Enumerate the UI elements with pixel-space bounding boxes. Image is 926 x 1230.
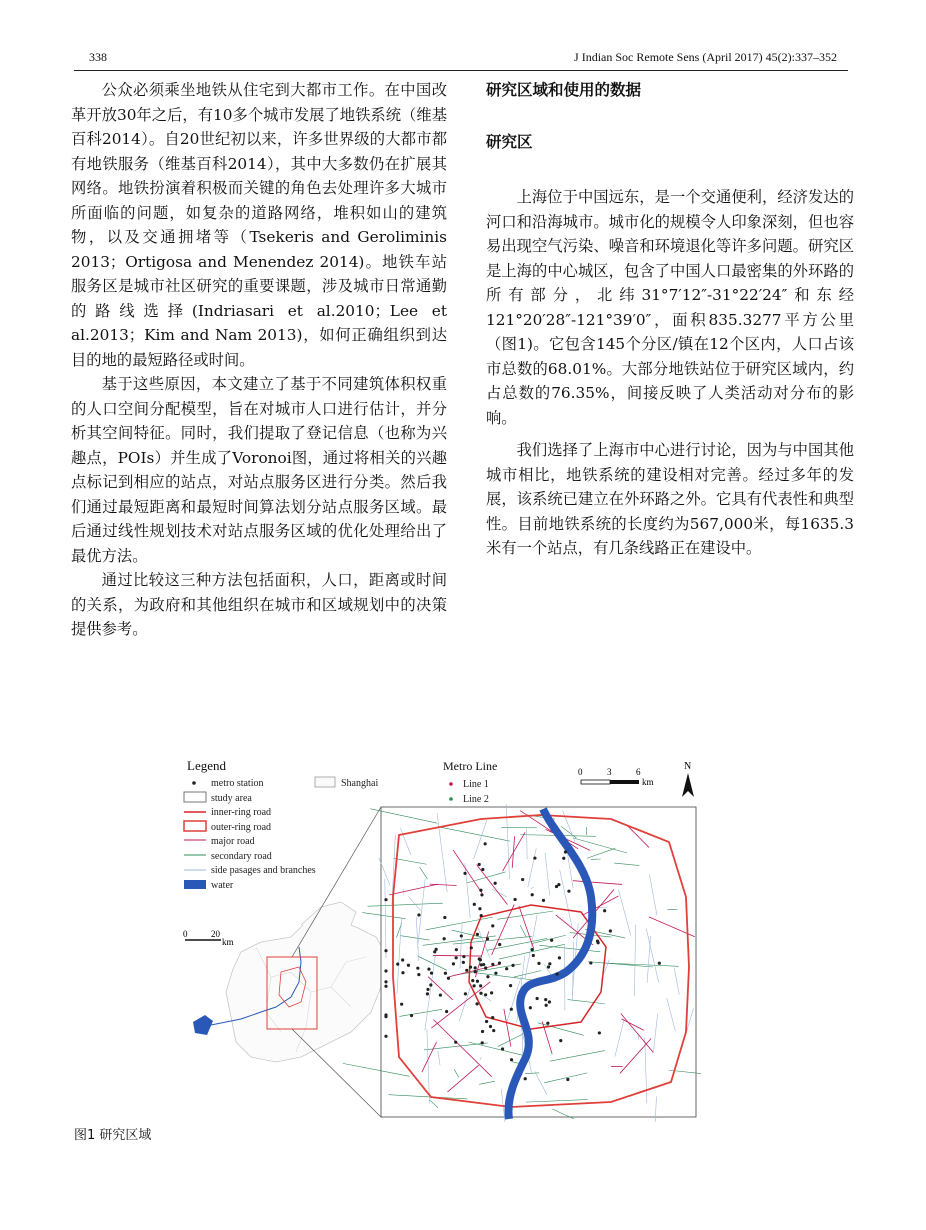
metro-station — [597, 941, 600, 944]
metro-station — [533, 856, 536, 859]
metro-station — [455, 948, 458, 951]
metro-station — [417, 973, 420, 976]
metro-station — [491, 1016, 494, 1019]
metro-station — [490, 991, 493, 994]
metro-station — [452, 962, 455, 965]
metro-line2-label: Line 2 — [463, 794, 489, 805]
metro-station — [384, 1035, 387, 1038]
metro-station — [400, 1003, 403, 1006]
svg-text:20: 20 — [211, 929, 220, 939]
metro-station — [598, 1031, 601, 1034]
metro-station — [476, 1002, 479, 1005]
metro-station — [474, 966, 477, 969]
metro-station — [480, 963, 483, 966]
metro-station — [479, 984, 482, 987]
metro-station — [505, 967, 508, 970]
legend-station-symbol — [192, 781, 196, 785]
metro-station — [470, 946, 473, 949]
subsection-title: 研究区 — [486, 133, 533, 151]
metro-station — [494, 972, 497, 975]
metro-station — [455, 956, 458, 959]
metro-station — [548, 1000, 551, 1003]
metro-line1-label: Line 1 — [463, 779, 489, 790]
metro-line1-symbol — [449, 782, 453, 786]
metro-station — [469, 965, 472, 968]
metro-station — [486, 937, 489, 940]
legend-label: metro station — [211, 778, 264, 789]
metro-station — [491, 963, 494, 966]
metro-station — [426, 988, 429, 991]
metro-station — [462, 961, 465, 964]
metro-station — [489, 1025, 492, 1028]
metro-station — [427, 968, 430, 971]
north-arrow-icon — [682, 761, 694, 797]
metro-station — [426, 992, 429, 995]
svg-text:N: N — [684, 761, 692, 772]
metro-station — [531, 948, 534, 951]
metro-station — [435, 948, 438, 951]
metro-station — [410, 1014, 413, 1017]
left-column — [71, 78, 447, 642]
paragraph: 上海位于中国远东，是一个交通便利，经济发达的河口和沿海城市。城市化的规模令人印象深刻，但也容易出现空气污染、噪音和环境退化等许多问题。研究区是上海的中心城区，包含了中国人口最密集的外环路的所有部分，北纬31°7′12″-31°22′24″和东经121°20′28″-121°39′0″，面积835.3277平方公里（图1)。它包含145个分区/镇在12个区内，人口占该市总数的68.01%。大部分地铁站位于研究区域内，约占总数的76.35%，间接反映了人类活动对分布的影响。 — [486, 188, 854, 427]
metro-station — [479, 889, 482, 892]
metro-line2-symbol — [449, 797, 453, 801]
metro-station — [479, 992, 482, 995]
metro-station — [454, 1041, 457, 1044]
legend-study-area-symbol — [184, 792, 206, 802]
metro-station — [384, 1015, 387, 1018]
metro-station — [463, 872, 466, 875]
study-area-map-figure — [181, 757, 701, 1122]
metro-station — [559, 1039, 562, 1042]
metro-station — [474, 970, 477, 973]
metro-station — [476, 980, 479, 983]
svg-text:6: 6 — [636, 767, 641, 777]
legend-label: side pasages and branches — [211, 865, 316, 876]
metro-station — [531, 893, 534, 896]
metro-station — [510, 1008, 513, 1011]
metro-station — [384, 969, 387, 972]
metro-station — [521, 878, 524, 881]
svg-text:3: 3 — [607, 767, 612, 777]
metro-station — [546, 1022, 549, 1025]
metro-station — [556, 973, 559, 976]
scale-bar-small — [578, 767, 654, 787]
metro-station — [473, 903, 476, 906]
metro-station — [443, 916, 446, 919]
legend-shanghai-label: Shanghai — [341, 778, 379, 789]
legend-outer-ring-symbol — [184, 821, 206, 831]
metro-station — [567, 890, 570, 893]
paragraph: 基于这些原因，本文建立了基于不同建筑体积权重的人口空间分配模型，旨在对城市人口进行估计，并分析其空间特征。同时，我们提取了登记信息（也称为兴趣点，POIs）并生成了Voronoi图，通过将相关的兴趣点标记到相应的站点，对站点服务区进行分类。然后我们通过最短距离和最短时间算法划分站点服务区域。最后通过线性规划技术对站点服务区域的优化处理给出了最优方法。 — [71, 375, 447, 565]
metro-station — [492, 1029, 495, 1032]
metro-station — [491, 924, 494, 927]
legend-water-symbol — [184, 880, 206, 889]
metro-station — [396, 963, 399, 966]
metro-station — [566, 1078, 569, 1081]
metro-station — [524, 1077, 527, 1080]
paragraph: 通过比较这三种方法包括面积，人口，距离或时间的关系，为政府和其他组织在城市和区域规划中的决策提供参考。 — [71, 571, 447, 638]
metro-station — [589, 961, 592, 964]
metro-station — [484, 842, 487, 845]
page-number: 338 — [89, 50, 107, 64]
svg-text:0: 0 — [578, 767, 583, 777]
metro-station — [476, 933, 479, 936]
metro-station — [481, 868, 484, 871]
legend-label: inner-ring road — [211, 807, 272, 818]
section-title: 研究区域和使用的数据 — [486, 81, 642, 99]
metro-station — [544, 998, 547, 1001]
metro-station — [416, 967, 419, 970]
legend-label: water — [211, 880, 234, 891]
metro-station — [537, 962, 540, 965]
metro-station — [384, 980, 387, 983]
metro-station — [550, 939, 553, 942]
paragraph: 公众必须乘坐地铁从住宅到大都市工作。在中国改革开放30年之后，有10多个城市发展了地铁系统（维基百科2014）。自20世纪初以来，许多世界级的大都市都有地铁服务（维基百科2014），其中大多数仍在扩展其网络。地铁扮演着积极而关键的角色去处理许多大城市所面临的问题，如复杂的道路网络，堆积如山的建筑物，以及交通拥堵等（Tsekeris and Geroliminis 2013；Ortigosa and Menendez 2014)。地铁车站服务区是城市社区研究的重要课题，涉及城市日常通勤的路线选择(Indriasari et al.2010；Lee et al.2013；Kim and Nam 2013)，如何正确组织到达目的地的最短路径或时间。 — [71, 81, 447, 369]
metro-station — [529, 1006, 532, 1009]
metro-station — [498, 943, 501, 946]
metro-station — [480, 893, 483, 896]
paragraph: 我们选择了上海市中心进行讨论，因为与中国其他城市相比，地铁系统的建设相对完善。经过多年的发展，该系统已建立在外环路之外。它具有代表性和典型性。目前地铁系统的长度约为567,000米，每1635.3米有一个站点，有几条线路正在建设中。 — [486, 441, 854, 557]
metro-station — [484, 966, 487, 969]
right-column — [486, 78, 854, 561]
metro-station — [555, 885, 558, 888]
metro-station — [479, 958, 482, 961]
metro-station — [447, 977, 450, 980]
metro-station — [510, 1058, 513, 1061]
metro-station — [658, 962, 661, 965]
svg-text:0: 0 — [183, 929, 188, 939]
metro-station — [486, 975, 489, 978]
metro-station — [480, 914, 483, 917]
metro-station — [445, 1010, 448, 1013]
metro-station — [460, 934, 463, 937]
metro-station — [384, 985, 387, 988]
svg-text:km: km — [642, 777, 654, 787]
figure-caption: 图1 研究区域 — [74, 1128, 152, 1143]
metro-station — [548, 962, 551, 965]
metro-station — [384, 898, 387, 901]
metro-station — [407, 964, 410, 967]
metro-station — [562, 857, 565, 860]
metro-station — [558, 956, 561, 959]
legend-label: major road — [211, 836, 255, 847]
metro-station — [429, 983, 432, 986]
legend-title: Legend — [187, 758, 226, 773]
metro-station — [511, 964, 514, 967]
metro-station — [401, 958, 404, 961]
metro-station — [465, 969, 468, 972]
metro-line-title: Metro Line — [443, 759, 498, 773]
metro-station — [439, 994, 442, 997]
metro-station — [462, 955, 465, 958]
metro-station — [485, 1020, 488, 1023]
metro-station — [478, 907, 481, 910]
metro-station — [443, 937, 446, 940]
metro-station — [532, 954, 535, 957]
scale-bar-large — [183, 929, 234, 947]
metro-station — [542, 899, 545, 902]
metro-station — [484, 993, 487, 996]
legend-label: outer-ring road — [211, 822, 272, 833]
metro-station — [481, 1030, 484, 1033]
metro-station — [464, 992, 467, 995]
metro-station — [473, 984, 476, 987]
metro-station — [609, 929, 612, 932]
metro-station — [536, 997, 539, 1000]
metro-station — [478, 863, 481, 866]
metro-station — [498, 962, 501, 965]
legend-label: study area — [211, 793, 252, 804]
journal-citation: J Indian Soc Remote Sens (April 2017) 45(2):337–352 — [574, 50, 837, 64]
metro-station — [603, 909, 606, 912]
metro-station — [547, 965, 550, 968]
metro-station — [509, 984, 512, 987]
metro-station — [384, 949, 387, 952]
metro-station — [481, 1041, 484, 1044]
legend-shanghai-symbol — [315, 777, 335, 787]
metro-station — [501, 1047, 504, 1050]
svg-text:km: km — [222, 937, 234, 947]
legend-label: secondary road — [211, 851, 272, 862]
study-area-detail-map — [343, 804, 701, 1122]
metro-station — [494, 882, 497, 885]
metro-station — [430, 971, 433, 974]
metro-station — [444, 972, 447, 975]
metro-station — [545, 1004, 548, 1007]
metro-station — [513, 898, 516, 901]
metro-station — [564, 850, 567, 853]
header-rule — [74, 70, 848, 71]
metro-station — [417, 913, 420, 916]
metro-station — [401, 971, 404, 974]
metro-station — [471, 979, 474, 982]
